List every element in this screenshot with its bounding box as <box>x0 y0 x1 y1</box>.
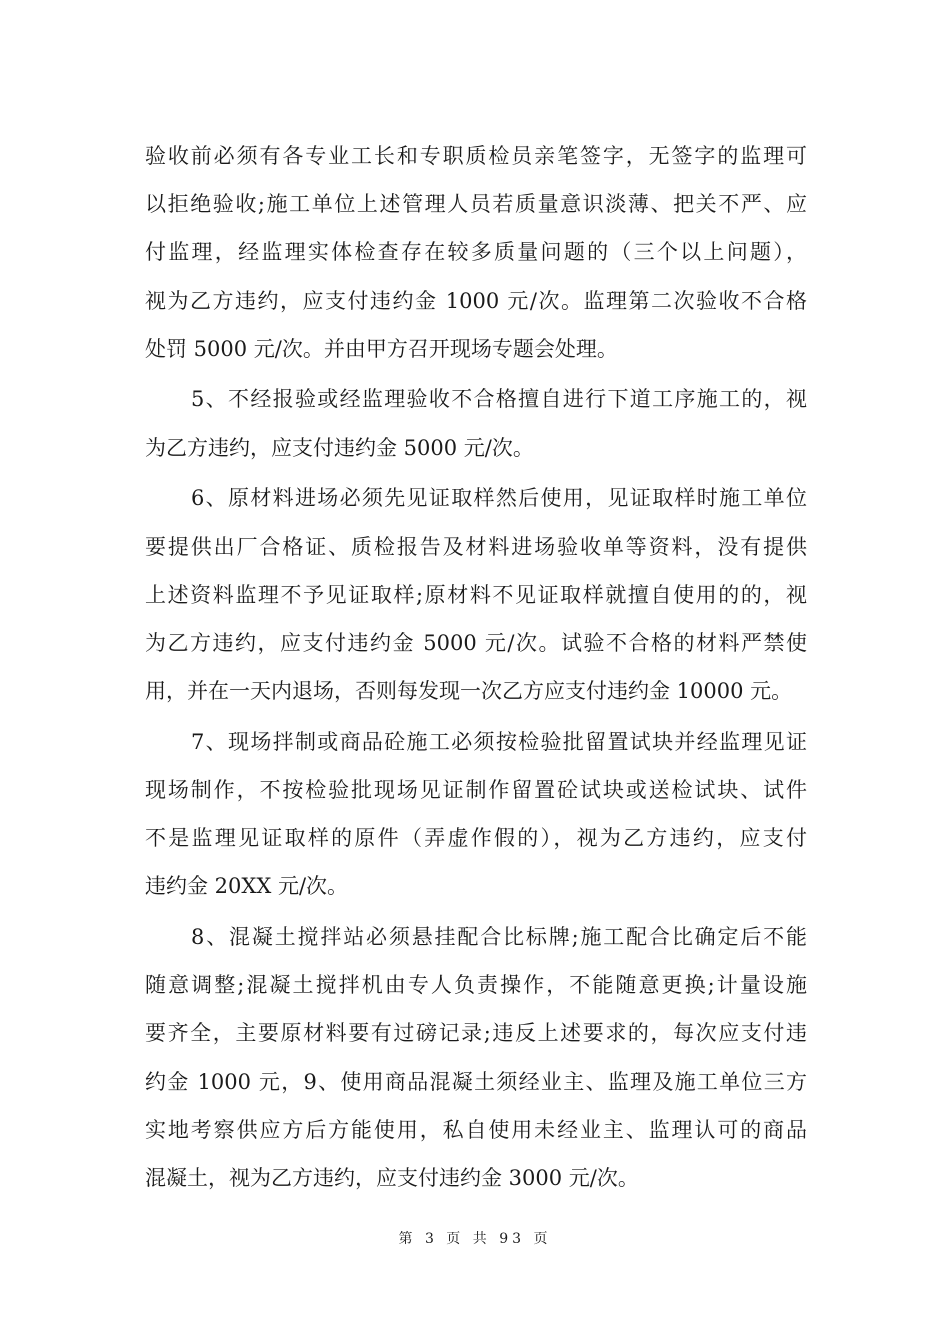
text-line: 5、不经报验或经监理验收不合格擅自进行下道工序施工的，视 <box>191 387 807 412</box>
text-line: 以拒绝验收;施工单位上述管理人员若质量意识淡薄、把关不严、应 <box>145 192 807 217</box>
text-line: 7、现场拌制或商品砼施工必须按检验批留置试块并经监理见证 <box>191 729 807 754</box>
text-line: 验收前必须有各专业工长和专职质检员亲笔签字，无签字的监理可 <box>145 144 807 168</box>
text-line: 付监理，经监理实体检查存在较多质量问题的（三个以上问题）， <box>145 240 807 265</box>
text-line: 6、原材料进场必须先见证取样然后使用，见证取样时施工单位 <box>191 486 807 511</box>
text-line: 不是监理见证取样的原件（弄虚作假的），视为乙方违约，应支付 <box>145 826 807 851</box>
text-line: 违约金 20XX 元/次。 <box>145 874 349 899</box>
text-line: 要齐全，主要原材料要有过磅记录;违反上述要求的，每次应支付违 <box>145 1021 807 1046</box>
text-line: 处罚 5000 元/次。并由甲方召开现场专题会处理。 <box>145 336 618 361</box>
text-line: 实地考察供应方后方能使用，私自使用未经业主、监理认可的商品 <box>145 1117 807 1142</box>
text-line: 8、混凝土搅拌站必须悬挂配合比标牌;施工配合比确定后不能 <box>191 925 807 949</box>
text-line: 约金 1000 元，9、使用商品混凝土须经业主、监理及施工单位三方 <box>145 1069 807 1094</box>
page-footer: 第 3 页 共 93 页 <box>398 1231 552 1247</box>
text-line: 要提供出厂合格证、质检报告及材料进场验收单等资料，没有提供 <box>145 534 807 559</box>
text-line: 用，并在一天内退场，否则每发现一次乙方应支付违约金 10000 元。 <box>145 679 793 704</box>
text-line: 视为乙方违约，应支付违约金 1000 元/次。监理第二次验收不合格 <box>145 288 807 313</box>
text-line: 为乙方违约，应支付违约金 5000 元/次。试验不合格的材料严禁使 <box>145 630 807 655</box>
text-line: 上述资料监理不予见证取样;原材料不见证取样就擅自使用的的，视 <box>145 582 807 607</box>
text-line: 混凝土，视为乙方违约，应支付违约金 3000 元/次。 <box>145 1165 639 1190</box>
text-line: 为乙方违约，应支付违约金 5000 元/次。 <box>145 435 534 460</box>
text-line: 现场制作，不按检验批现场见证制作留置砼试块或送检试块、试件 <box>145 777 807 802</box>
text-line: 随意调整;混凝土搅拌机由专人负责操作，不能随意更换;计量设施 <box>145 973 807 998</box>
document-body <box>145 132 807 1202</box>
